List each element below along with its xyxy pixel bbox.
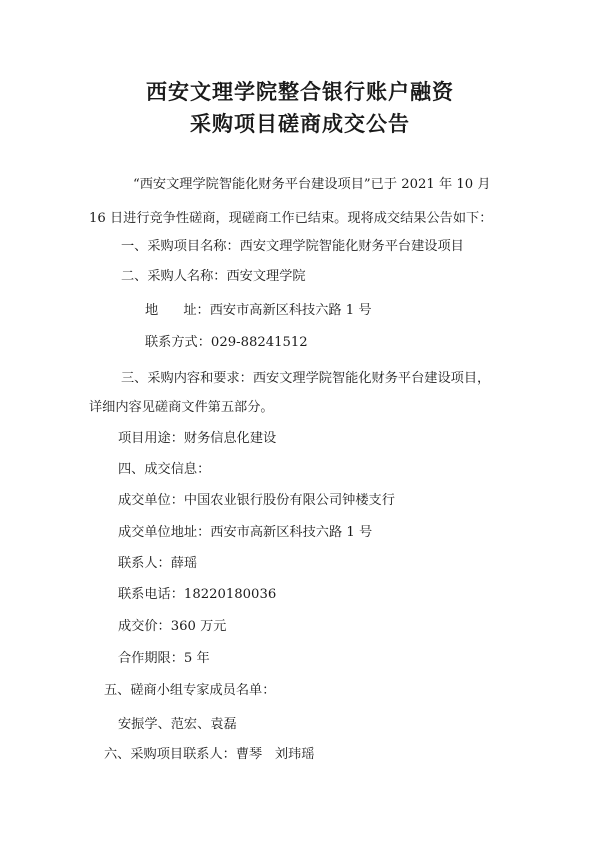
section-2-contact: 联系方式：029-88241512: [145, 335, 308, 350]
section-3-purpose: 项目用途：财务信息化建设: [118, 431, 277, 446]
document-title-line-1: 西安文理学院整合银行账户融资: [146, 79, 454, 104]
document-title-line-2: 采购项目磋商成交公告: [190, 111, 410, 136]
section-4-contact-person: 联系人：薛瑶: [118, 556, 198, 571]
section-4-unit-address: 成交单位地址：西安市高新区科技六路 1 号: [118, 525, 373, 540]
intro-line-1: “西安文理学院智能化财务平台建设项目”已于 2021 年 10 月: [133, 177, 491, 192]
section-5-heading: 五、磋商小组专家成员名单：: [104, 683, 276, 698]
section-6-contact: 六、采购项目联系人：曹琴 刘玮瑶: [104, 747, 315, 762]
section-3-line-2: 详细内容见磋商文件第五部分。: [89, 400, 274, 415]
section-4-unit: 成交单位：中国农业银行股份有限公司钟楼支行: [118, 493, 395, 508]
section-4-phone: 联系电话：18220180036: [118, 587, 277, 602]
intro-line-2: 16 日进行竞争性磋商，现磋商工作已结束。现将成交结果公告如下：: [89, 211, 493, 226]
section-2-address: 地 址：西安市高新区科技六路 1 号: [145, 303, 372, 318]
section-2-purchaser: 二、采购人名称：西安文理学院: [121, 269, 306, 284]
section-4-term: 合作期限：5 年: [118, 651, 210, 666]
section-1-project-name: 一、采购项目名称：西安文理学院智能化财务平台建设项目: [121, 239, 464, 254]
section-4-price: 成交价：360 万元: [118, 619, 227, 634]
section-3-line-1: 三、采购内容和要求：西安文理学院智能化财务平台建设项目，: [121, 371, 491, 386]
section-4-heading: 四、成交信息：: [118, 462, 211, 477]
section-5-members: 安振学、范宏、袁磊: [118, 717, 237, 732]
